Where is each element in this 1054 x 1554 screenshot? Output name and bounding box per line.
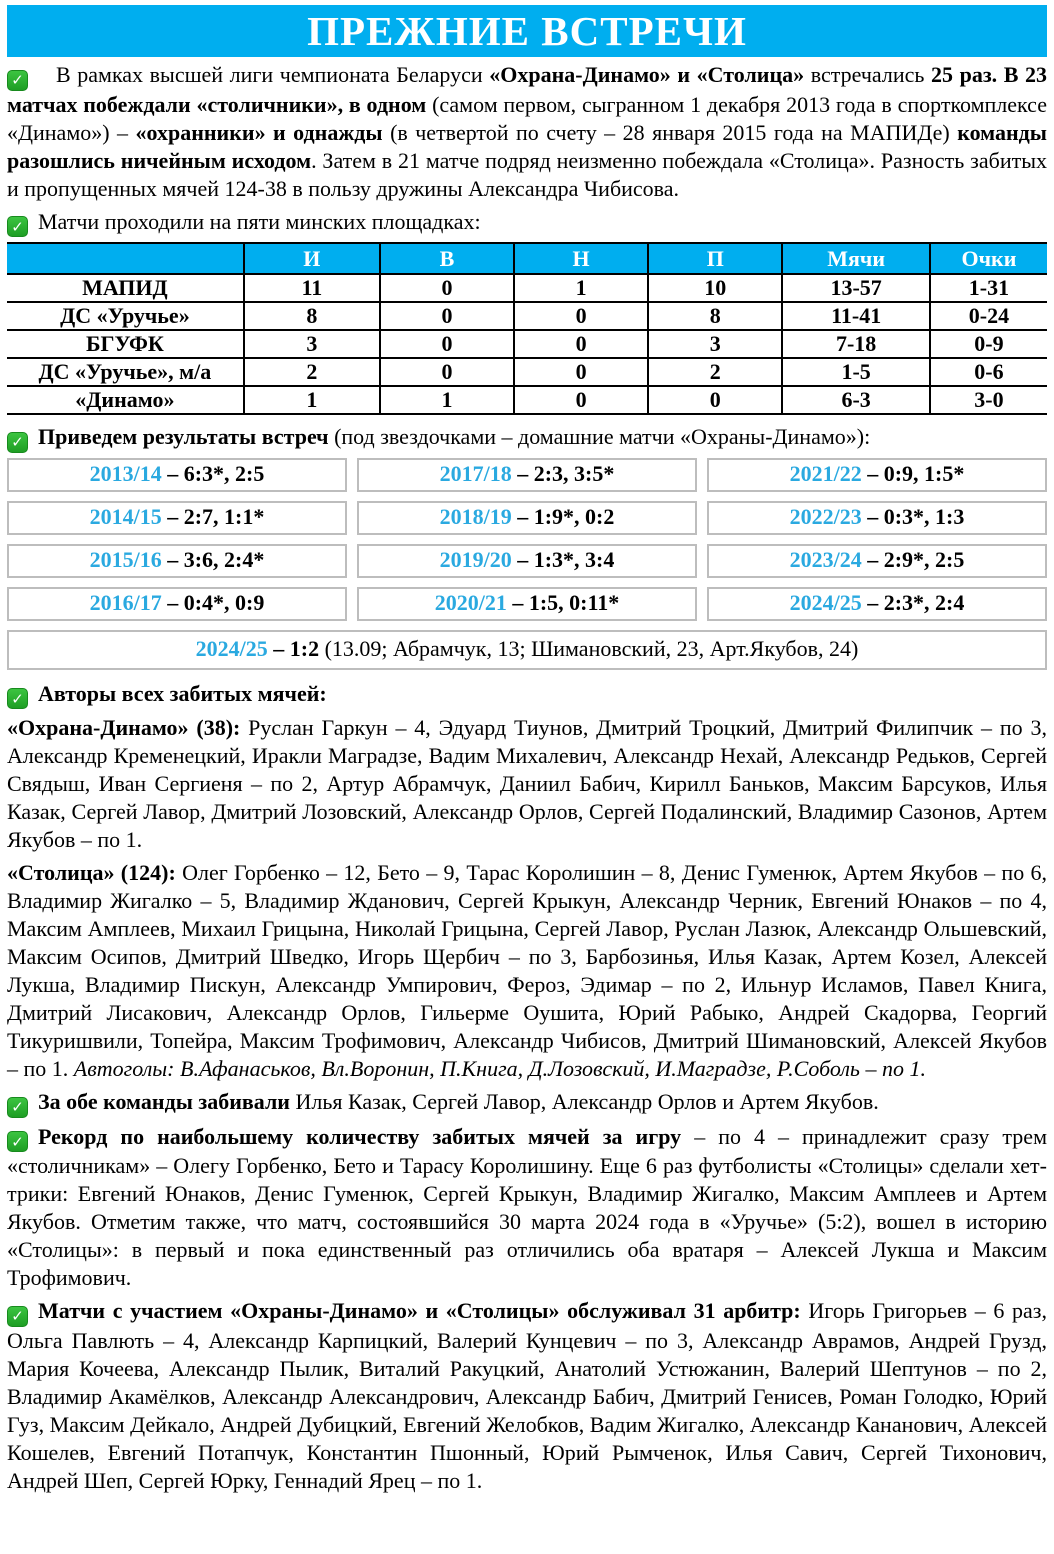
- season-label: 2024/25: [195, 635, 268, 661]
- season-label: 2014/15: [89, 503, 162, 529]
- stat-cell: 3: [648, 330, 782, 358]
- results-heading-bold: Приведем результаты встреч: [38, 424, 329, 449]
- stat-cell: 0: [514, 330, 648, 358]
- venues-note: [7, 208, 1047, 238]
- stat-cell: 0: [514, 358, 648, 386]
- score-details: (13.09; Абрамчук, 13; Шимановский, 23, Арт.Якубов, 24): [324, 635, 859, 661]
- stat-cell: 8: [648, 302, 782, 330]
- referees-paragraph: [7, 1297, 1047, 1495]
- season-label: 2020/21: [434, 589, 507, 615]
- okhrana-lead: «Охрана-Динамо» (38):: [7, 715, 241, 740]
- venue-cell: БГУФК: [7, 330, 244, 358]
- stat-cell: 0: [380, 274, 514, 302]
- okhrana-body: Руслан Гаркун – 4, Эдуард Тиунов, Дмитрий Троцкий, Дмитрий Филипчик – по 3, Александр Кременецкий, Иракли Маградзе, Вадим Михалевич, Александр Нехай, Александр Редьков, Сергей Свядыш, Иван Сергиеня – по 2, Артур Абрамчук, Даниил Бабич, Кирилл Баньков, Максим Барсуков, Илья Казак, Сергей Лавор, Дмитрий Лозовский, Александр Орлов, Сергей Подалинский, Владимир Сазонов, Артем Якубов – по 1.: [7, 715, 1047, 852]
- table-row: [7, 358, 1047, 386]
- scorers-heading-text: Авторы всех забитых мячей:: [38, 680, 327, 706]
- table-row: [7, 386, 1047, 414]
- stat-cell: 13-57: [782, 274, 930, 302]
- both-teams-lead: За обе команды забивали: [38, 1089, 290, 1114]
- referees-lead: Матчи с участием «Охраны-Динамо» и «Столицы» обслуживал 31 арбитр:: [38, 1298, 801, 1323]
- record-body: – по 4 – принадлежит сразу трем «столичникам» – Олегу Горбенко, Бето и Тарасу Королишину. Еще 6 раз футболисты «Столицы» сделали хет-трики: Евгений Юнаков, Денис Гуменюк, Сергей Крыкун, Владимир Жигалко, Максим Амплеев и Артем Якубов. Отметим также, что матч, состоявшийся 30 марта 2024 года в «Уручье» (5:2), вошел в историю «Столицы»: в первый и пока единственный раз отличились оба вратаря – Алексей Лукша и Максим Трофимович.: [7, 1123, 1047, 1290]
- score-value: – 1:9*, 0:2: [517, 503, 615, 529]
- result-cell: [7, 544, 347, 578]
- result-cell: [7, 458, 347, 492]
- stat-cell: 6-3: [782, 386, 930, 414]
- season-label: 2019/20: [439, 546, 512, 572]
- col-header-points: Очки: [930, 243, 1047, 274]
- result-cell: [707, 458, 1047, 492]
- referees-body: Игорь Григорьев – 6 раз, Ольга Павлють – 4, Александр Карпицкий, Валерий Кунцевич – по 3, Александр Аврамов, Андрей Грузд, Мария Кочеева, Александр Пылик, Виталий Ракуцкий, Анатолий Устюжанин, Валерий Шептунов – по 2, Владимир Акамёлков, Александр Александрович, Александр Бабич, Дмитрий Генисев, Роман Голодко, Юрий Гуз, Максим Дейкало, Андрей Дубицкий, Евгений Желобков, Вадим Жигалко, Александр Кананович, Алексей Кошелев, Евгений Потапчук, Константин Пшонный, Юрий Рымченок, Илья Савич, Сергей Тихонович, Андрей Шеп, Сергей Юрку, Геннадий Ярец – по 1.: [7, 1298, 1047, 1493]
- scorers-heading: [7, 680, 1047, 710]
- page-title: ПРЕЖНИЕ ВСТРЕЧИ: [7, 5, 1047, 57]
- latest-result-cell: [7, 630, 1047, 670]
- stat-cell: 7-18: [782, 330, 930, 358]
- score-value: – 2:9*, 2:5: [867, 546, 965, 572]
- season-label: 2024/25: [789, 589, 862, 615]
- season-label: 2015/16: [89, 546, 162, 572]
- season-label: 2018/19: [439, 503, 512, 529]
- score-value: – 2:3, 3:5*: [517, 460, 615, 486]
- venue-cell: «Динамо»: [7, 386, 244, 414]
- col-header-draws: Н: [514, 243, 648, 274]
- season-label: 2016/17: [89, 589, 162, 615]
- stat-cell: 0: [514, 302, 648, 330]
- venues-note-text: Матчи проходили на пяти минских площадках:: [38, 208, 481, 234]
- score-value: – 6:3*, 2:5: [167, 460, 265, 486]
- score-value: – 1:3*, 3:4: [517, 546, 615, 572]
- stat-cell: 0: [514, 386, 648, 414]
- season-label: 2023/24: [789, 546, 862, 572]
- score-value: – 0:3*, 1:3: [867, 503, 965, 529]
- stat-cell: 8: [244, 302, 380, 330]
- stat-cell: 1: [514, 274, 648, 302]
- venues-stats-table: [7, 242, 1047, 415]
- results-heading-rest: (под звездочками – домашние матчи «Охраны-Динамо»):: [328, 424, 871, 449]
- stat-cell: 1: [380, 386, 514, 414]
- score-value: – 0:4*, 0:9: [167, 589, 265, 615]
- document-page: [0, 5, 1054, 1508]
- intro-paragraph: ✓ В рамках высшей лиги чемпионата Беларуси «Охрана-Динамо» и «Столица» встречались 25 раз. В 23 матчах побеждали «столичники», в одном (самом первом, сыгранном 1 декабря 2013 года в спорткомплексе «Динамо») – «охранники» и однажды (в четвертой по счету – 28 января 2015 года на МАПИДе) команды разошлись ничейным исходом. Затем в 21 матче подряд неизменно побеждала «Столица». Разность забитых и пропущенных мячей 124-38 в пользу дружины Александра Чибисова.: [7, 62, 1047, 201]
- result-cell: [707, 587, 1047, 621]
- stat-cell: 0-24: [930, 302, 1047, 330]
- score-value: – 2:7, 1:1*: [167, 503, 265, 529]
- check-icon: ✓: [7, 1306, 28, 1327]
- result-cell: [7, 501, 347, 535]
- stat-cell: 1-31: [930, 274, 1047, 302]
- stolitsa-body: Олег Горбенко – 12, Бето – 9, Тарас Королишин – 8, Денис Гуменюк, Артем Якубов – по 6, Владимир Жигалко – 5, Владимир Жданович, Сергей Крыкун, Александр Черник, Евгений Юнаков – по 4, Максим Амплеев, Михаил Грицына, Николай Грицына, Сергей Лавор, Руслан Лазюк, Александр Ольшевский, Максим Осипов, Дмитрий Шведко, Игорь Щербич – по 3, Барбозинья, Илья Казак, Артем Козел, Алексей Лукша, Владимир Пискун, Александр Умпирович, Фероз, Эдимар – по 2, Ильнур Исламов, Павел Книга, Дмитрий Лисакович, Александр Орлов, Гильерме Оушита, Юрий Рабыко, Андрей Скадорва, Георгий Тикуришвили, Топейра, Максим Трофимович, Александр Чибисов, Дмитрий Шимановский, Алексей Якубов – по 1.: [7, 860, 1047, 1081]
- stat-cell: 3-0: [930, 386, 1047, 414]
- stat-cell: 1: [244, 386, 380, 414]
- check-icon: ✓: [7, 70, 28, 91]
- stat-cell: 0: [380, 302, 514, 330]
- own-goals-note: Автоголы: В.Афанаськов, Вл.Воронин, П.Книга, Д.Лозовский, И.Маградзе, Р.Соболь – по 1.: [73, 1056, 926, 1081]
- check-icon: ✓: [7, 688, 28, 709]
- score-value: – 1:5, 0:11*: [512, 589, 620, 615]
- stat-cell: 2: [244, 358, 380, 386]
- table-row: [7, 274, 1047, 302]
- check-icon: ✓: [7, 1097, 28, 1118]
- venue-cell: МАПИД: [7, 274, 244, 302]
- stat-cell: 0-9: [930, 330, 1047, 358]
- stat-cell: 2: [648, 358, 782, 386]
- venue-cell: ДС «Уручье», м/а: [7, 358, 244, 386]
- stat-cell: 3: [244, 330, 380, 358]
- results-grid: [7, 458, 1047, 670]
- score-value: – 0:9, 1:5*: [867, 460, 965, 486]
- col-header-wins: В: [380, 243, 514, 274]
- table-header-row: [7, 243, 1047, 274]
- both-teams-note: [7, 1088, 1047, 1118]
- score-value: – 1:2: [273, 635, 320, 661]
- stat-cell: 0: [648, 386, 782, 414]
- venue-cell: ДС «Уручье»: [7, 302, 244, 330]
- col-header-games: И: [244, 243, 380, 274]
- check-icon: ✓: [7, 216, 28, 237]
- result-cell: [707, 544, 1047, 578]
- intro-text: В рамках высшей лиги чемпионата Беларуси: [56, 62, 490, 87]
- stat-cell: 10: [648, 274, 782, 302]
- stat-cell: 11-41: [782, 302, 930, 330]
- score-value: – 2:3*, 2:4: [867, 589, 965, 615]
- stat-cell: 0: [380, 358, 514, 386]
- col-header-goals: Мячи: [782, 243, 930, 274]
- season-label: 2013/14: [89, 460, 162, 486]
- stat-cell: 11: [244, 274, 380, 302]
- stat-cell: 0-6: [930, 358, 1047, 386]
- table-row: [7, 302, 1047, 330]
- both-teams-body: Илья Казак, Сергей Лавор, Александр Орлов и Артем Якубов.: [289, 1089, 879, 1114]
- results-heading: [7, 423, 1047, 453]
- result-cell: [357, 544, 697, 578]
- season-label: 2021/22: [789, 460, 862, 486]
- venue-column-header: [7, 243, 244, 274]
- season-label: 2022/23: [789, 503, 862, 529]
- stolitsa-lead: «Столица» (124):: [7, 860, 176, 885]
- result-cell: [357, 501, 697, 535]
- stat-cell: 0: [380, 330, 514, 358]
- check-icon: ✓: [7, 432, 28, 453]
- record-paragraph: [7, 1123, 1047, 1293]
- result-cell: [357, 587, 697, 621]
- record-lead: Рекорд по наибольшему количеству забитых мячей за игру: [38, 1123, 682, 1149]
- stolitsa-scorers-paragraph: [7, 859, 1047, 1083]
- result-cell: [357, 458, 697, 492]
- check-icon: ✓: [7, 1131, 28, 1152]
- table-row: [7, 330, 1047, 358]
- result-cell: [707, 501, 1047, 535]
- season-label: 2017/18: [439, 460, 512, 486]
- stat-cell: 1-5: [782, 358, 930, 386]
- col-header-losses: П: [648, 243, 782, 274]
- result-cell: [7, 587, 347, 621]
- okhrana-scorers-paragraph: [7, 714, 1047, 854]
- score-value: – 3:6, 2:4*: [167, 546, 265, 572]
